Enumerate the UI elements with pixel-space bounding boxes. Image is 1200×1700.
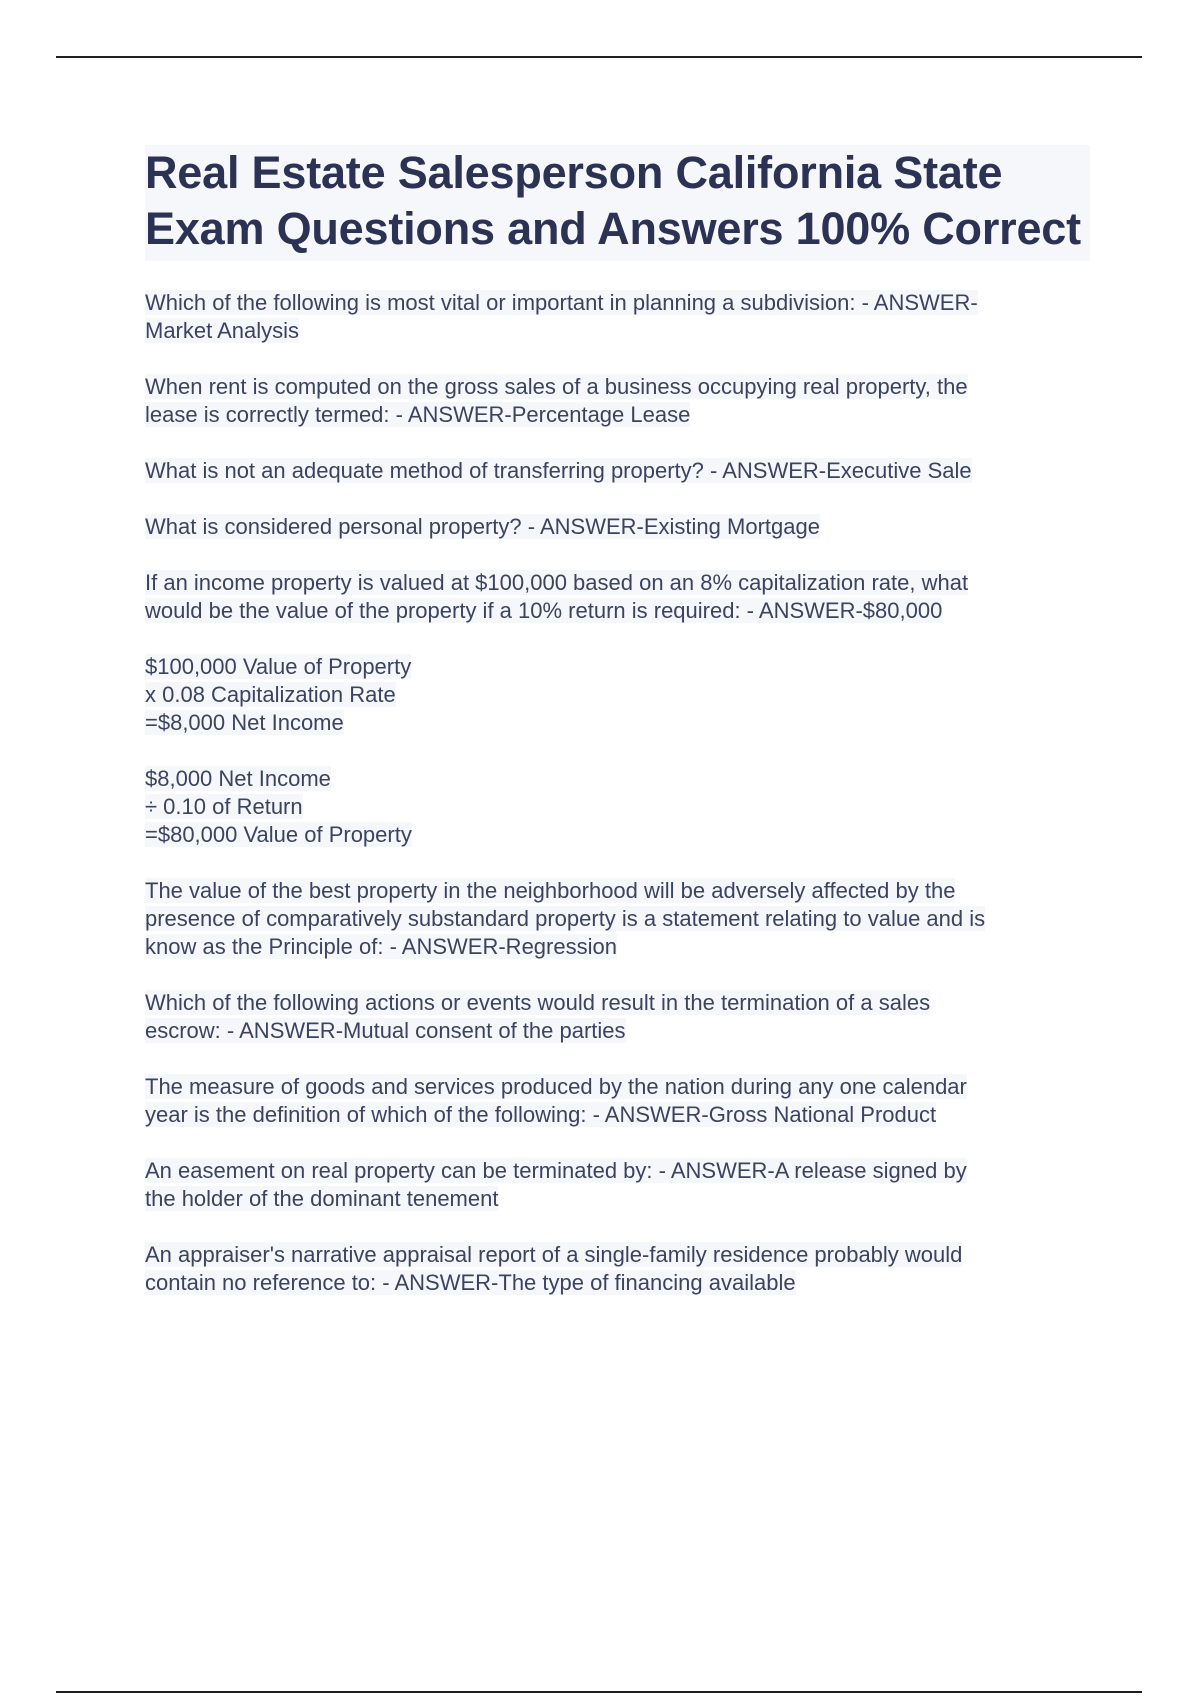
qa-item	[145, 1073, 1090, 1129]
qa-text: What is considered personal property? - ANSWER-Existing Mortgage	[145, 514, 820, 539]
qa-item	[145, 513, 1090, 541]
qa-item	[145, 373, 1090, 429]
calculation-block	[145, 765, 1090, 849]
calculation-text: $100,000 Value of Property x 0.08 Capitalization Rate =$8,000 Net Income	[145, 654, 412, 735]
qa-text: Which of the following actions or events would result in the termination of a sales escrow: - ANSWER-Mutual consent of the parties	[145, 990, 931, 1043]
qa-item	[145, 989, 1090, 1045]
qa-text: An easement on real property can be terminated by: - ANSWER-A release signed by the holder of the dominant tenement	[145, 1158, 967, 1211]
calculation-text: $8,000 Net Income ÷ 0.10 of Return =$80,000 Value of Property	[145, 766, 412, 847]
qa-text: An appraiser's narrative appraisal report of a single-family residence probably would contain no reference to: - ANSWER-The type of financing available	[145, 1242, 963, 1295]
qa-item	[145, 289, 1090, 345]
qa-text: Which of the following is most vital or important in planning a subdivision: - ANSWER- Market Analysis	[145, 290, 978, 343]
title-block	[145, 145, 1090, 261]
qa-text: The value of the best property in the neighborhood will be adversely affected by the presence of comparatively substandard property is a statement relating to value and is know as the Principle of: - ANSWER-Regression	[145, 878, 986, 959]
bottom-rule	[56, 1691, 1142, 1693]
qa-list	[145, 289, 1090, 1297]
qa-item	[145, 457, 1090, 485]
qa-text: When rent is computed on the gross sales of a business occupying real property, the lease is correctly termed: - ANSWER-Percentage Lease	[145, 374, 968, 427]
calculation-block	[145, 653, 1090, 737]
qa-item	[145, 569, 1090, 625]
qa-text: The measure of goods and services produced by the nation during any one calendar year is the definition of which of the following: - ANSWER-Gross National Product	[145, 1074, 967, 1127]
qa-text: If an income property is valued at $100,000 based on an 8% capitalization rate, what would be the value of the property if a 10% return is required: - ANSWER-$80,000	[145, 570, 969, 623]
qa-item	[145, 1157, 1090, 1213]
document-title: Real Estate Salesperson California State Exam Questions and Answers 100% Correct	[145, 147, 1081, 254]
qa-text: What is not an adequate method of transferring property? - ANSWER-Executive Sale	[145, 458, 972, 483]
document-body	[145, 145, 1090, 1325]
top-rule	[56, 56, 1142, 58]
qa-item	[145, 1241, 1090, 1297]
qa-item	[145, 877, 1090, 961]
